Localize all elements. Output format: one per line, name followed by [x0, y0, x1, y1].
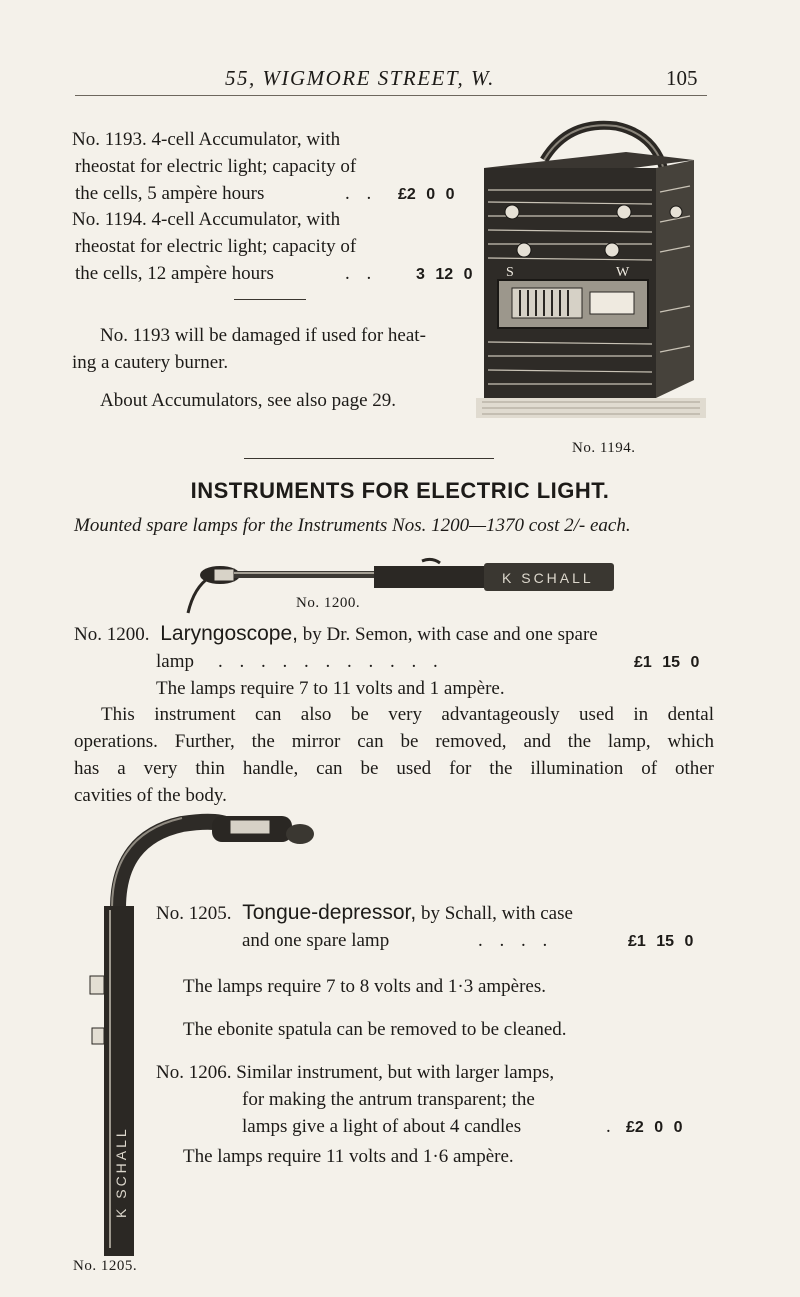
item-1193-line2: rheostat for electric light; capacity of — [75, 156, 357, 177]
item-1194-desc: the cells, 12 ampère hours — [75, 263, 274, 284]
tongue-depressor-stamp: K SCHALL — [113, 1126, 129, 1218]
notes — [72, 322, 482, 414]
item-1200-name: Laryngoscope, — [160, 622, 298, 645]
item-1205-spatula: The ebonite spatula can be removed to be cleaned. — [183, 1019, 567, 1040]
fig-1200-caption: No. 1200. — [296, 595, 361, 611]
item-1206-desc3: lamps give a light of about 4 candles — [242, 1116, 522, 1137]
running-header — [0, 64, 800, 94]
item-1194-price: 3 12 0 — [416, 266, 473, 283]
item-1205-desc2: and one spare lamp — [242, 930, 390, 951]
fig-1194-caption: No. 1194. — [572, 440, 636, 456]
item-1205-desc1: by Schall, with case — [420, 903, 573, 924]
item-1200-price: £1 15 0 — [634, 654, 700, 671]
accumulator-illustration — [476, 112, 706, 430]
item-1200-line1 — [74, 620, 714, 648]
item-1194 — [72, 206, 472, 287]
laryngoscope-drawing — [184, 557, 624, 619]
item-1194-line3 — [72, 260, 472, 287]
item-1205-line2 — [156, 927, 716, 954]
para-line4: cavities of the body. — [74, 785, 227, 806]
item-1193-line3 — [72, 180, 472, 207]
item-1200-paragraph — [74, 701, 714, 809]
item-1200-desc1: by Dr. Semon, with case and one spare — [302, 624, 598, 645]
item-1206 — [156, 1059, 716, 1140]
svg-text:S: S — [506, 265, 514, 280]
header-address: 55, WIGMORE STREET, W. — [225, 66, 495, 90]
item-1193 — [72, 126, 472, 207]
see-also-note: About Accumulators, see also page 29. — [100, 390, 397, 411]
item-1205-number: No. 1205. — [156, 903, 232, 924]
item-1205-leader: . . . . — [478, 930, 554, 951]
item-1206-leader: . — [606, 1116, 617, 1137]
header-rule — [75, 95, 707, 96]
accumulator-drawing — [476, 112, 706, 430]
section-subtitle: Mounted spare lamps for the Instruments Nos. 1200—1370 cost 2/- each. — [74, 515, 631, 536]
item-1206-price: £2 0 0 — [626, 1119, 683, 1136]
fig-1205-caption: No. 1205. — [73, 1258, 138, 1274]
warning-line2: ing a cautery burner. — [72, 352, 229, 373]
item-1194-leader: . . — [345, 263, 378, 284]
laryngoscope-illustration — [184, 557, 624, 619]
item-1193-price: £2 0 0 — [398, 186, 455, 203]
item-1200 — [74, 620, 714, 702]
page-number: 105 — [666, 66, 698, 90]
warning-line1: No. 1193 will be damaged if used for heat- — [100, 325, 426, 346]
para-line1: This instrument can also be very advantageously used in dental — [101, 704, 714, 725]
item-1200-leader: . . . . . . . . . . . — [218, 651, 444, 672]
item-1205-line1 — [156, 899, 716, 927]
item-1200-number: No. 1200. — [74, 624, 150, 645]
para-line3: has a very thin handle, can be used for the illumination of other — [74, 758, 714, 779]
item-1205-lamps: The lamps require 7 to 8 volts and 1·3 ampères. — [183, 976, 547, 997]
item-1200-desc2: lamp — [156, 651, 194, 672]
item-1193-leader: . . — [345, 183, 378, 204]
section-rule — [244, 458, 494, 459]
item-1205-price: £1 15 0 — [628, 933, 694, 950]
para-line2: operations. Further, the mirror can be removed, and the lamp, which — [74, 731, 714, 752]
item-1193-line1: No. 1193. 4-cell Accumulator, with — [72, 129, 341, 150]
item-1194-line2: rheostat for electric light; capacity of — [75, 236, 357, 257]
item-1206-line1: No. 1206. Similar instrument, but with larger lamps, — [156, 1062, 555, 1083]
laryngoscope-stamp: K SCHALL — [502, 570, 594, 586]
section-title: INSTRUMENTS FOR ELECTRIC LIGHT. — [190, 478, 610, 503]
item-1193-desc: the cells, 5 ampère hours — [75, 183, 265, 204]
item-1194-line1: No. 1194. 4-cell Accumulator, with — [72, 209, 341, 230]
item-1206-lamps: The lamps require 11 volts and 1·6 ampère. — [183, 1146, 514, 1167]
item-1200-line2 — [74, 648, 714, 675]
item-1205 — [156, 899, 716, 954]
svg-text:W: W — [616, 265, 630, 280]
item-1206-line3 — [156, 1113, 716, 1140]
short-divider — [234, 299, 306, 300]
item-1200-lamps: The lamps require 7 to 11 volts and 1 ampère. — [156, 678, 505, 699]
item-1206-line2: for making the antrum transparent; the — [242, 1089, 535, 1110]
item-1205-name: Tongue-depressor, — [242, 901, 417, 924]
